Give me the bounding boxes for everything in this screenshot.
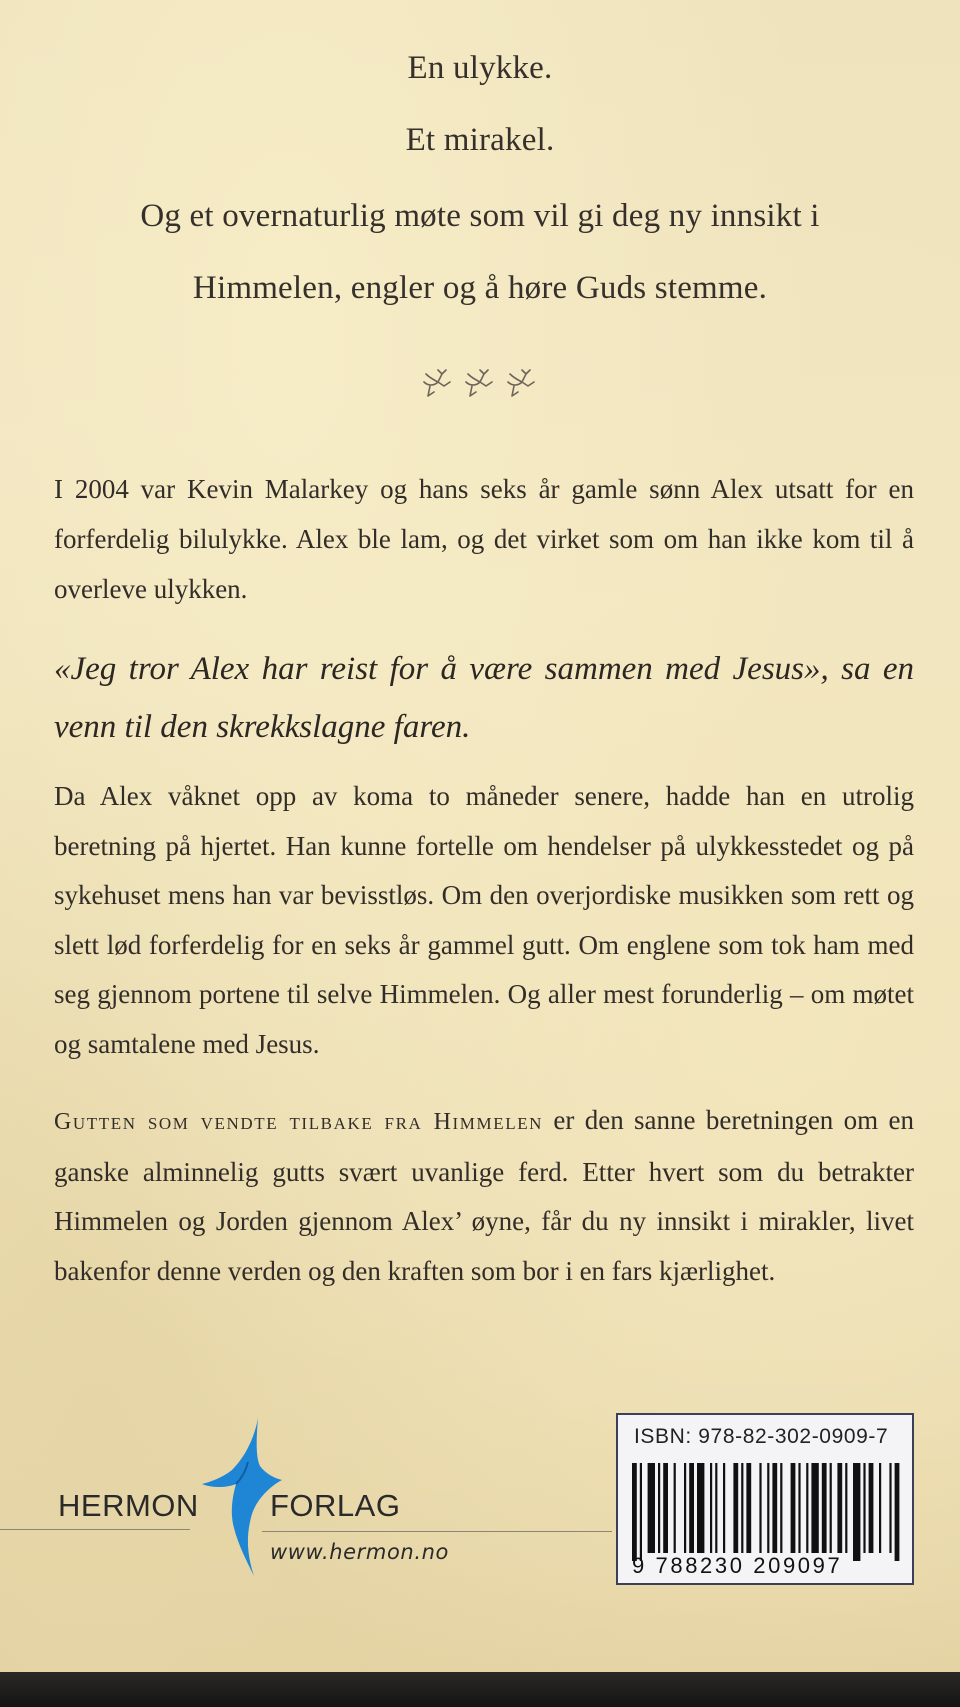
barcode-bar xyxy=(869,1463,874,1553)
barcode-bar xyxy=(663,1463,668,1553)
barcode-bar xyxy=(837,1463,842,1553)
barcode-bar xyxy=(791,1463,796,1553)
barcode-bar xyxy=(697,1463,704,1553)
barcode-bar xyxy=(772,1463,777,1553)
logo-divider-right xyxy=(262,1531,612,1532)
tagline-encounter: Og et overnaturlig møte som vil gi deg ny innsikt i xyxy=(140,198,820,234)
barcode-bar xyxy=(715,1463,717,1553)
barcode-bar xyxy=(879,1463,881,1553)
book-title-smallcaps: Gutten som vendte tilbake fra Himmelen xyxy=(54,1109,544,1135)
summary-paragraph xyxy=(54,1096,914,1296)
barcode-bar xyxy=(733,1463,738,1553)
barcode-bar xyxy=(830,1463,832,1553)
barcode-bar xyxy=(863,1463,865,1553)
logo-divider-left xyxy=(0,1529,190,1530)
intro-paragraph: I 2004 var Kevin Malarkey og hans seks år gamle sønn Alex utsatt for en forferdelig bilulykke. Alex ble lam, og det virket som om han ikke kom til å overleve ulykken. xyxy=(54,474,914,604)
publisher-name-right: FORLAG xyxy=(270,1488,401,1523)
isbn-label: ISBN: 978-82-302-0909-7 xyxy=(634,1425,889,1448)
barcode-bar xyxy=(767,1463,769,1553)
publisher-name-left: HERMON xyxy=(58,1488,199,1523)
barcode-sticker xyxy=(616,1413,914,1585)
barcode-bar xyxy=(674,1463,676,1553)
barcode-bar xyxy=(710,1463,712,1553)
barcode-bar xyxy=(853,1463,860,1561)
barcode-bar xyxy=(845,1463,847,1553)
barcode-bar xyxy=(741,1463,743,1553)
barcode-bar xyxy=(689,1463,694,1553)
barcode-digits: 9 788230 209097 xyxy=(632,1553,843,1578)
story-paragraph: Da Alex våknet opp av koma to måneder senere, hadde han en utrolig beretning på hjertet. Han kunne fortelle om hendelser på ulykkesstedet og på sykehuset mens han var bevisstløs. Om den overjordiske musikken som rett og slett lød forferdelig for en seks år gammel gutt. Om englene som tok ham med seg gjennom portene til selve Himmelen. Og aller mest forunderlig – om møtet og samtalene med Jesus. xyxy=(54,781,914,1059)
barcode-bar xyxy=(806,1463,808,1553)
barcode-bar xyxy=(822,1463,827,1553)
barcode-bar xyxy=(798,1463,800,1553)
barcode-bar xyxy=(746,1463,751,1553)
barcode-bar xyxy=(648,1463,655,1553)
barcode-bar xyxy=(895,1463,900,1561)
tagline-miracle: Et mirakel. xyxy=(405,122,555,158)
barcode-bar xyxy=(640,1463,642,1561)
barcode-bar xyxy=(811,1463,818,1553)
barcode-bar xyxy=(723,1463,725,1553)
barcode-bar xyxy=(780,1463,782,1553)
tagline-accident: En ulykke. xyxy=(407,50,553,86)
barcode-bar xyxy=(889,1463,891,1553)
summary-text: er den sanne beretningen om en ganske alminnelig gutts svært uvanlige ferd. Etter hvert som du betrakter Himmelen og Jorden gjennom Alex’ øyne, får du ny innsikt i mirakler, livet bakenfor denne verden og den kraften som bor i en fars kjærlighet. xyxy=(54,1105,914,1286)
quote-paragraph: «Jeg tror Alex har reist for å være sammen med Jesus», sa en venn til den skrekkslagne faren. xyxy=(54,651,914,745)
barcode-bars xyxy=(632,1463,900,1561)
publisher-url: www.hermon.no xyxy=(270,1540,449,1564)
barcode-bar xyxy=(759,1463,761,1553)
barcode-bar xyxy=(658,1463,660,1553)
photo-background-edge xyxy=(0,1672,960,1707)
barcode-bar xyxy=(632,1463,637,1561)
tagline-heaven: Himmelen, engler og å høre Guds stemme. xyxy=(192,270,768,306)
three-doves-icon xyxy=(416,360,544,402)
barcode-bar xyxy=(684,1463,686,1553)
